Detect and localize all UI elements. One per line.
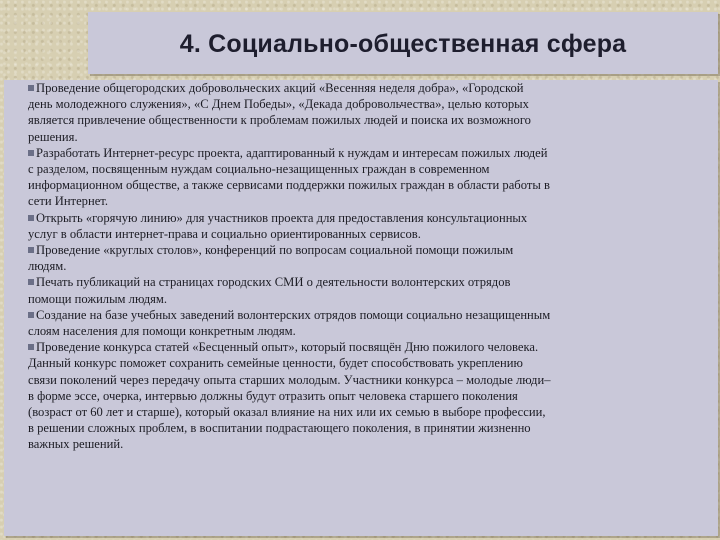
square-bullet-icon: [28, 279, 34, 285]
list-item-text: (возраст от 60 лет и старше), который оказал влияние на них или их семью в выборе профессии,: [28, 405, 546, 420]
square-bullet-icon: [28, 215, 34, 221]
list-item-text: с разделом, посвященным нуждам социально-незащищенных граждан в современном: [28, 162, 490, 177]
list-item-line: [28, 242, 710, 258]
list-item-line: [28, 210, 710, 226]
list-item-text: Печать публикаций на страницах городских СМИ о деятельности волонтерских отрядов: [36, 275, 511, 290]
list-item-line: [28, 323, 710, 339]
list-item: [28, 145, 710, 210]
list-item-text: решения.: [28, 129, 78, 144]
slide-title: 4. Социально-общественная сфера: [179, 30, 627, 58]
list-item-text: Создание на базе учебных заведений волонтерских отрядов помощи социально незащищенным: [36, 307, 551, 322]
list-item-line: [28, 258, 710, 274]
list-item-text: в форме эссе, очерка, интервью должны будут отразить опыт человека старшего поколения: [28, 388, 518, 403]
list-item-text: Проведение конкурса статей «Бесценный опыт», который посвящён Дню пожилого человека.: [36, 340, 539, 355]
content-panel: [4, 80, 718, 536]
square-bullet-icon: [28, 312, 34, 318]
bullet-list: [28, 80, 710, 453]
list-item-line: [28, 129, 710, 145]
list-item-text: является привлечение общественности к проблемам пожилых людей и поиска их возможного: [28, 113, 531, 128]
list-item-text: помощи пожилым людям.: [28, 291, 168, 306]
list-item-line: [28, 339, 710, 355]
list-item: [28, 210, 710, 242]
list-item-line: [28, 145, 710, 161]
square-bullet-icon: [28, 344, 34, 350]
list-item-text: информационном обществе, а также сервисами поддержки пожилых граждан в области работы в: [28, 178, 550, 193]
list-item: [28, 242, 710, 274]
list-item-line: [28, 404, 710, 420]
list-item-line: [28, 388, 710, 404]
list-item-line: [28, 226, 710, 242]
list-item-line: [28, 420, 710, 436]
list-item-text: связи поколений через передачу опыта старших молодым. Участники конкурса – молодые люди–: [28, 372, 551, 387]
list-item: [28, 307, 710, 339]
list-item-text: людям.: [28, 259, 67, 274]
list-item-line: [28, 112, 710, 128]
list-item: [28, 274, 710, 306]
list-item-line: [28, 307, 710, 323]
list-item-line: [28, 355, 710, 371]
list-item-line: [28, 161, 710, 177]
square-bullet-icon: [28, 150, 34, 156]
list-item-line: [28, 177, 710, 193]
list-item-text: в решении сложных проблем, в воспитании подрастающего поколения, в принятии жизненно: [28, 421, 531, 436]
list-item-line: [28, 436, 710, 452]
list-item-line: [28, 274, 710, 290]
list-item-text: сети Интернет.: [28, 194, 108, 209]
list-item-text: Проведение «круглых столов», конференций по вопросам социальной помощи пожилым: [36, 243, 514, 258]
list-item-text: Открыть «горячую линию» для участников проекта для предоставления консультационных: [36, 210, 528, 225]
list-item-text: важных решений.: [28, 437, 124, 452]
list-item-line: [28, 372, 710, 388]
list-item-line: [28, 96, 710, 112]
square-bullet-icon: [28, 85, 34, 91]
list-item-text: услуг в области интернет-права и социально ориентированных сервисов.: [28, 226, 421, 241]
square-bullet-icon: [28, 247, 34, 253]
title-panel: [88, 12, 718, 74]
list-item-text: день молодежного служения», «С Днем Победы», «Декада добровольчества», целью которых: [28, 97, 529, 112]
list-item-line: [28, 193, 710, 209]
list-item-line: [28, 80, 710, 96]
list-item-line: [28, 291, 710, 307]
list-item-text: Проведение общегородских добровольческих акций «Весенняя неделя добра», «Городской: [36, 81, 524, 95]
list-item-text: Разработать Интернет-ресурс проекта, адаптированный к нуждам и интересам пожилых людей: [36, 145, 548, 160]
list-item-text: Данный конкурс поможет сохранить семейные ценности, будет способствовать укреплению: [28, 356, 523, 371]
list-item: [28, 339, 710, 452]
list-item: [28, 80, 710, 145]
list-item-text: слоям населения для помощи конкретным людям.: [28, 324, 296, 339]
